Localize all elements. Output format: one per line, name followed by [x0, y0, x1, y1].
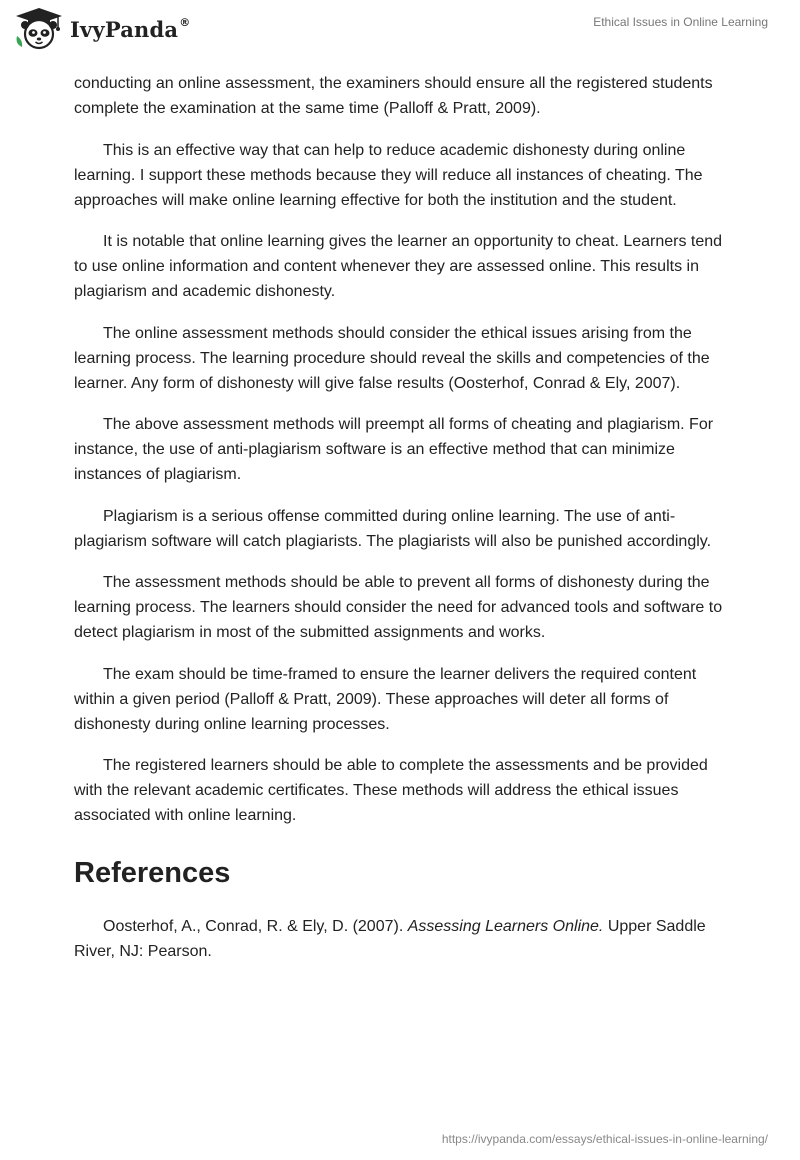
paragraph: The exam should be time-framed to ensure the learner delivers the required content within a given period (Palloff & Pratt, 2009). These approaches will deter all forms of dishonesty during online learning processes. [74, 665, 697, 733]
reference-item [74, 914, 734, 964]
paragraph: The online assessment methods should consider the ethical issues arising from the learning process. The learning procedure should reveal the skills and competencies of the learner. Any form of dishonesty will give false results (Oosterhof, Conrad & Ely, 2007). [74, 324, 710, 392]
reference-publisher: Upper Saddle River, NJ: Pearson. [74, 918, 706, 960]
reference-authors: Oosterhof, A., Conrad, R. & Ely, D. (2007). [103, 918, 408, 935]
paragraph: This is an effective way that can help to reduce academic dishonesty during online learning. I support these methods because they will reduce all instances of cheating. The approaches will make online learning effective for both the institution and the student. [74, 141, 703, 209]
panda-graduate-icon [14, 6, 64, 50]
essay-body [74, 71, 734, 964]
paragraph: The registered learners should be able to complete the assessments and be provided with the relevant academic certificates. These methods will address the ethical issues associated with online learning. [74, 757, 708, 824]
page-header [0, 0, 800, 60]
reference-title: Assessing Learners Online. [407, 918, 604, 935]
paragraph: It is notable that online learning gives the learner an opportunity to cheat. Learners tend to use online information and content whenever they are assessed online. This results in plagiarism and academic dishonesty. [74, 233, 723, 300]
paragraph: conducting an online assessment, the examiners should ensure all the registered students complete the examination at the same time (Palloff & Pratt, 2009). [74, 75, 713, 117]
source-url[interactable]: https://ivypanda.com/essays/ethical-issues-in-online-learning/ [441, 1132, 768, 1146]
references-heading: References [74, 857, 231, 889]
paragraph: The assessment methods should be able to prevent all forms of dishonesty during the learning process. The learners should consider the need for advanced tools and software to detect plagiarism in most of the submitted assignments and works. [74, 574, 723, 641]
running-title: Ethical Issues in Online Learning [593, 15, 768, 29]
logo-text: IvyPanda® [70, 15, 191, 42]
paragraph: The above assessment methods will preempt all forms of cheating and plagiarism. For instance, the use of anti-plagiarism software is an effective method that can minimize instances of plagiarism. [74, 416, 714, 483]
ivypanda-logo[interactable] [14, 6, 190, 50]
registered-mark: ® [179, 15, 191, 29]
paragraph: Plagiarism is a serious offense committed during online learning. The use of anti-plagiarism software will catch plagiarists. The plagiarists will also be punished accordingly. [74, 507, 712, 550]
